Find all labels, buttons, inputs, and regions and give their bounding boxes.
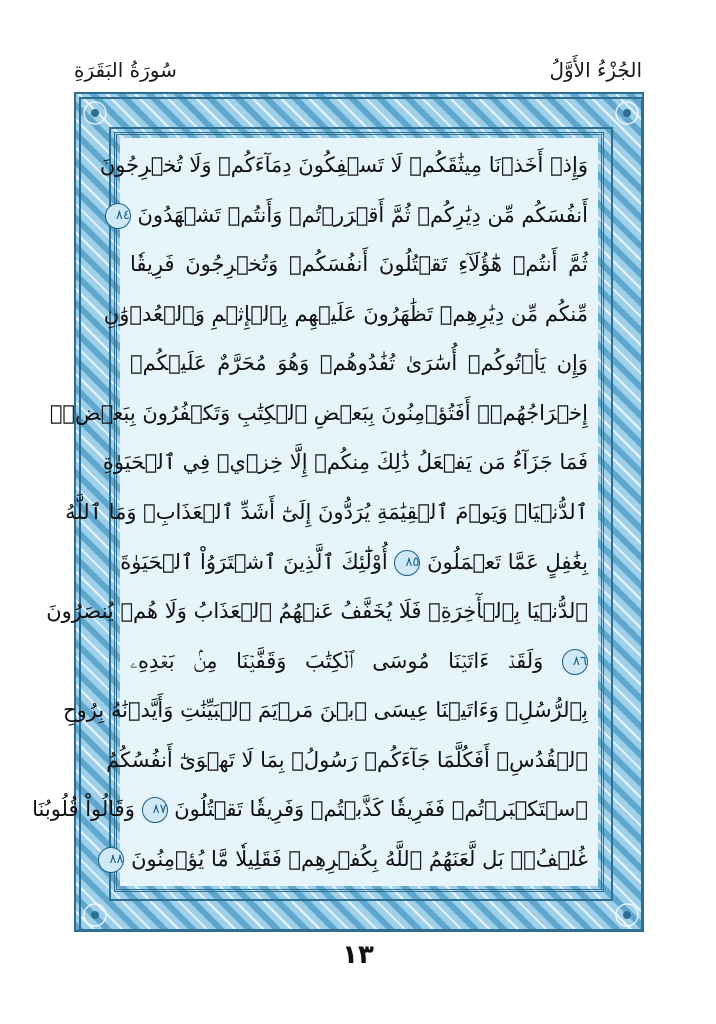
text-line: غُلۡفُۢۚ بَل لَّعَنَهُمُ ٱللَّهُ بِكُفۡرِهِمۡ فَقَلِيلٗا مَّا يُؤۡمِنُونَ ٨٨ — [130, 838, 588, 880]
ayah-marker: ٨٦ — [562, 649, 588, 675]
text-line: ٱسۡتَكۡبَرۡتُمۡ فَفَرِيقٗا كَذَّبۡتُمۡ وَفَرِيقٗا تَقۡتُلُونَ ٨٧ وَقَالُواْ قُلُوبُنَا — [32, 797, 588, 822]
quran-text-panel — [32, 138, 598, 886]
text-line: ثُمَّ أَنتُمۡ هَٰٓؤُلَآءِ تَقۡتُلُونَ أَنفُسَكُمۡ وَتُخۡرِجُونَ فَرِيقٗا — [130, 252, 588, 277]
text-line: مِّنكُم مِّن دِيَٰرِهِمۡ تَظَٰهَرُونَ عَلَيۡهِم بِٱلۡإِثۡمِ وَٱلۡعُدۡوَٰنِ — [103, 301, 588, 326]
page-header — [74, 52, 642, 88]
surah-name: سُورَةُ البَقَرَةِ — [74, 58, 177, 82]
text-line: أَنفُسَكُم مِّن دِيَٰرِكُمۡ ثُمَّ أَقۡرَرۡتُمۡ وَأَنتُمۡ تَشۡهَدُونَ ٨٤ — [130, 194, 588, 236]
ayah-marker: ٨٧ — [142, 797, 168, 823]
juz-name: الجُزْءُ الأَوَّلُ — [549, 58, 642, 82]
text-line: فَمَا جَزَآءُ مَن يَفۡعَلُ ذَٰلِكَ مِنكُمۡ إِلَّا خِزۡيٞ فِي ٱلۡحَيَوٰةِ — [102, 450, 588, 475]
text-line: ٱلۡقُدُسِۗ أَفَكُلَّمَا جَآءَكُمۡ رَسُولُۢ بِمَا لَا تَهۡوَىٰٓ أَنفُسُكُمُ — [106, 747, 588, 772]
ornamental-frame — [32, 92, 644, 932]
ayah-marker: ٨٥ — [394, 550, 420, 576]
ayah-marker: ٨٤ — [105, 203, 131, 229]
text-line: إِخۡرَاجُهُمۡۚ أَفَتُؤۡمِنُونَ بِبَعۡضِ ٱلۡكِتَٰبِ وَتَكۡفُرُونَ بِبَعۡضٖۚ — [49, 400, 588, 425]
text-line: ٱلدُّنۡيَا بِٱلۡأٓخِرَةِۖ فَلَا يُخَفَّفُ عَنۡهُمُ ٱلۡعَذَابُ وَلَا هُمۡ يُنصَرُونَ — [46, 599, 588, 624]
text-line: وَإِذۡ أَخَذۡنَا مِيثَٰقَكُمۡ لَا تَسۡفِكُونَ دِمَآءَكُمۡ وَلَا تُخۡرِجُونَ — [99, 153, 588, 177]
ayah-marker: ٨٨ — [98, 847, 124, 873]
text-line: ٱلدُّنۡيَاۖ وَيَوۡمَ ٱلۡقِيَٰمَةِ يُرَدُّونَ إِلَىٰٓ أَشَدِّ ٱلۡعَذَابِۗ وَمَا ٱللَّهُ — [65, 499, 588, 524]
text-line: ٨٦ وَلَقَدۡ ءَاتَيۡنَا مُوسَى ٱلۡكِتَٰبَ وَقَفَّيۡنَا مِنۢ بَعۡدِهِۦ — [130, 648, 587, 673]
text-line: وَإِن يَأۡتُوكُمۡ أُسَٰرَىٰ تُفَٰدُوهُمۡ وَهُوَ مُحَرَّمٌ عَلَيۡكُمۡ — [130, 351, 588, 376]
text-line: بِٱلرُّسُلِۖ وَءَاتَيۡنَا عِيسَى ٱبۡنَ مَرۡيَمَ ٱلۡبَيِّنَٰتِ وَأَيَّدۡنَٰهُ بِرُوحِ — [63, 698, 588, 723]
text-line: بِغَٰفِلٍ عَمَّا تَعۡمَلُونَ ٨٥ أُوْلَٰٓئِكَ ٱلَّذِينَ ٱشۡتَرَوُاْ ٱلۡحَيَوٰةَ — [120, 549, 588, 574]
page-number: ١٣ — [342, 940, 374, 970]
